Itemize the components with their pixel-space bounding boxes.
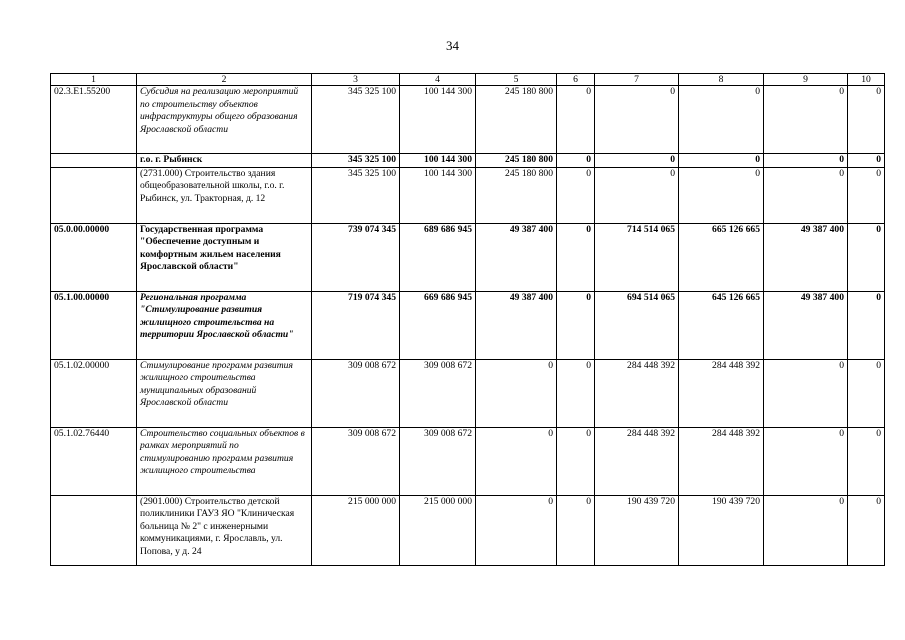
header-cell: 3 (312, 74, 400, 86)
amount-cell: 694 514 065 (595, 291, 679, 359)
amount-cell: 284 448 392 (595, 427, 679, 495)
amount-cell: 215 000 000 (312, 495, 400, 565)
amount-cell: 714 514 065 (595, 223, 679, 291)
amount-cell: 100 144 300 (400, 86, 476, 154)
code-cell: 05.1.00.00000 (51, 291, 137, 359)
budget-table (50, 73, 885, 566)
amount-cell: 669 686 945 (400, 291, 476, 359)
amount-cell: 0 (476, 427, 557, 495)
amount-cell: 0 (848, 359, 885, 427)
name-cell: Субсидия на реализацию мероприятий по строительству объектов инфраструктуры общего образования Ярославской области (137, 86, 312, 154)
header-cell: 10 (848, 74, 885, 86)
table-body (51, 74, 885, 566)
amount-cell: 345 325 100 (312, 154, 400, 168)
table-header-row (51, 74, 885, 86)
amount-cell: 0 (679, 86, 764, 154)
code-cell: 05.0.00.00000 (51, 223, 137, 291)
amount-cell: 0 (764, 86, 848, 154)
amount-cell: 49 387 400 (476, 223, 557, 291)
name-cell: Региональная программа "Стимулирование развития жилищного строительства на территории Ярославской области" (137, 291, 312, 359)
amount-cell: 284 448 392 (595, 359, 679, 427)
amount-cell: 309 008 672 (400, 427, 476, 495)
header-cell: 2 (137, 74, 312, 86)
amount-cell: 0 (764, 495, 848, 565)
table-row (51, 427, 885, 495)
code-cell (51, 154, 137, 168)
amount-cell: 49 387 400 (476, 291, 557, 359)
name-cell: (2901.000) Строительство детской поликлиники ГАУЗ ЯО "Клиническая больница № 2" с инженерными коммуникациями, г. Ярославль, ул. Попова, у д. 24 (137, 495, 312, 565)
header-cell: 4 (400, 74, 476, 86)
amount-cell: 0 (764, 427, 848, 495)
amount-cell: 245 180 800 (476, 86, 557, 154)
amount-cell: 0 (557, 427, 595, 495)
amount-cell: 215 000 000 (400, 495, 476, 565)
amount-cell: 309 008 672 (312, 359, 400, 427)
amount-cell: 0 (848, 427, 885, 495)
header-cell: 9 (764, 74, 848, 86)
amount-cell: 0 (595, 154, 679, 168)
amount-cell: 0 (848, 291, 885, 359)
amount-cell: 0 (557, 86, 595, 154)
amount-cell: 0 (848, 86, 885, 154)
amount-cell: 190 439 720 (679, 495, 764, 565)
amount-cell: 0 (557, 495, 595, 565)
amount-cell: 0 (595, 86, 679, 154)
amount-cell: 345 325 100 (312, 86, 400, 154)
amount-cell: 0 (764, 359, 848, 427)
amount-cell: 689 686 945 (400, 223, 476, 291)
page-number: 34 (446, 38, 459, 53)
amount-cell: 0 (557, 167, 595, 223)
amount-cell: 645 126 665 (679, 291, 764, 359)
amount-cell: 719 074 345 (312, 291, 400, 359)
amount-cell: 0 (764, 167, 848, 223)
amount-cell: 739 074 345 (312, 223, 400, 291)
amount-cell: 0 (557, 291, 595, 359)
code-cell (51, 167, 137, 223)
header-cell: 8 (679, 74, 764, 86)
amount-cell: 0 (557, 154, 595, 168)
amount-cell: 0 (476, 495, 557, 565)
amount-cell: 0 (679, 154, 764, 168)
amount-cell: 245 180 800 (476, 167, 557, 223)
amount-cell: 309 008 672 (312, 427, 400, 495)
amount-cell: 0 (848, 223, 885, 291)
table-row (51, 167, 885, 223)
amount-cell: 665 126 665 (679, 223, 764, 291)
amount-cell: 0 (848, 167, 885, 223)
name-cell: г.о. г. Рыбинск (137, 154, 312, 168)
table-row (51, 86, 885, 154)
table-row (51, 223, 885, 291)
amount-cell: 100 144 300 (400, 154, 476, 168)
header-cell: 5 (476, 74, 557, 86)
amount-cell: 49 387 400 (764, 291, 848, 359)
table-row (51, 495, 885, 565)
name-cell: (2731.000) Строительство здания общеобразовательной школы, г.о. г. Рыбинск, ул. Тракторная, д. 12 (137, 167, 312, 223)
amount-cell: 284 448 392 (679, 427, 764, 495)
amount-cell: 309 008 672 (400, 359, 476, 427)
amount-cell: 100 144 300 (400, 167, 476, 223)
amount-cell: 0 (557, 223, 595, 291)
amount-cell: 0 (595, 167, 679, 223)
code-cell (51, 495, 137, 565)
code-cell: 05.1.02.76440 (51, 427, 137, 495)
header-cell: 1 (51, 74, 137, 86)
name-cell: Стимулирование программ развития жилищного строительства муниципальных образований Ярославской области (137, 359, 312, 427)
table-row (51, 291, 885, 359)
amount-cell: 345 325 100 (312, 167, 400, 223)
header-cell: 7 (595, 74, 679, 86)
amount-cell: 284 448 392 (679, 359, 764, 427)
amount-cell: 0 (679, 167, 764, 223)
amount-cell: 0 (848, 495, 885, 565)
amount-cell: 0 (848, 154, 885, 168)
table-row (51, 154, 885, 168)
header-cell: 6 (557, 74, 595, 86)
code-cell: 05.1.02.00000 (51, 359, 137, 427)
amount-cell: 0 (476, 359, 557, 427)
amount-cell: 245 180 800 (476, 154, 557, 168)
table-row (51, 359, 885, 427)
amount-cell: 0 (764, 154, 848, 168)
amount-cell: 190 439 720 (595, 495, 679, 565)
name-cell: Государственная программа "Обеспечение доступным и комфортным жильем населения Ярославской области" (137, 223, 312, 291)
amount-cell: 0 (557, 359, 595, 427)
name-cell: Строительство социальных объектов в рамках мероприятий по стимулированию программ развития жилищного строительства (137, 427, 312, 495)
code-cell: 02.3.E1.55200 (51, 86, 137, 154)
amount-cell: 49 387 400 (764, 223, 848, 291)
